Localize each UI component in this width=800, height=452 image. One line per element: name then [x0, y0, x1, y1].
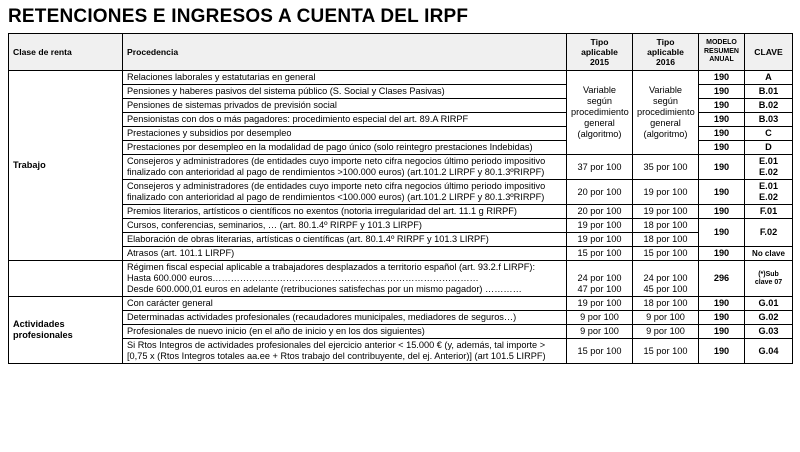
modelo-cell: 190 [699, 99, 745, 113]
procedencia-cell: Profesionales de nuevo inicio (en el año de inicio y en los dos siguientes) [123, 325, 567, 339]
table-row [9, 233, 793, 247]
clave-cell: E.01 E.02 [745, 180, 793, 205]
header-procedencia: Procedencia [123, 34, 567, 71]
clave-cell: No clave [745, 247, 793, 261]
table-row [9, 261, 793, 297]
table-row [9, 219, 793, 233]
header-clase: Clase de renta [9, 34, 123, 71]
table-row [9, 311, 793, 325]
tipo-2016-variable: Variable según procedimiento general (algoritmo) [633, 71, 699, 155]
procedencia-cell: Relaciones laborales y estatutarias en general [123, 71, 567, 85]
tipo-2015-cell: 9 por 100 [567, 325, 633, 339]
page-title: RETENCIONES E INGRESOS A CUENTA DEL IRPF [8, 6, 469, 27]
tipo-2015-cell: 15 por 100 [567, 247, 633, 261]
clase-actividades: Actividades profesionales [9, 297, 123, 364]
header-modelo: MODELO RESUMEN ANUAL [699, 34, 745, 71]
irpf-table-wrapper [8, 33, 792, 364]
modelo-cell: 190 [699, 297, 745, 311]
tipo-value: 47 por 100 [577, 284, 622, 294]
procedencia-cell: Cursos, conferencias, seminarios, … (art. 80.1.4º RIRPF y 101.3 LIRPF) [123, 219, 567, 233]
modelo-cell: 190 [699, 155, 745, 180]
procedencia-cell: Pensionistas con dos o más pagadores: procedimiento especial del art. 89.A RIRPF [123, 113, 567, 127]
header-row [9, 34, 793, 71]
procedencia-cell: Determinadas actividades profesionales (recaudadores municipales, mediadores de seguros…) [123, 311, 567, 325]
procedencia-cell: Si Rtos Integros de actividades profesionales del ejercicio anterior < 15.000 € (y, además, tal importe > [0,75 x (Rtos Integros totales aa.ee + Rtos trabajo del contribuyente, del ej. Anterior)] (art 101.5 LIRPF) [123, 339, 567, 364]
procedencia-cell: Premios literarios, artísticos o científicos no exentos (notoria irregularidad del art. 11.1 g RIRPF) [123, 205, 567, 219]
modelo-cell: 190 [699, 85, 745, 99]
modelo-cell: 296 [699, 261, 745, 297]
procedencia-line: Régimen fiscal especial aplicable a trabajadores desplazados a territorio español (art. 93.2.f LIRPF): [127, 262, 536, 272]
clave-cell: B.01 [745, 85, 793, 99]
tipo-2016-cell: 15 por 100 [633, 247, 699, 261]
procedencia-cell: Pensiones de sistemas privados de previsión social [123, 99, 567, 113]
tipo-2016-cell: 18 por 100 [633, 297, 699, 311]
clave-cell: A [745, 71, 793, 85]
tipo-2015-cell: 37 por 100 [567, 155, 633, 180]
modelo-cell: 190 [699, 113, 745, 127]
table-row [9, 180, 793, 205]
tipo-2015-cell: 15 por 100 [567, 339, 633, 364]
modelo-cell: 190 [699, 325, 745, 339]
clave-cell: (*)Sub clave 07 [745, 261, 793, 297]
tipo-2015-cell: 19 por 100 [567, 297, 633, 311]
clave-cell: G.01 [745, 297, 793, 311]
tipo-2015-cell: 9 por 100 [567, 311, 633, 325]
tipo-value: 24 por 100 [643, 273, 688, 283]
procedencia-cell: Atrasos (art. 101.1 LIRPF) [123, 247, 567, 261]
clave-cell: E.01 E.02 [745, 155, 793, 180]
modelo-cell: 190 [699, 141, 745, 155]
procedencia-cell: Consejeros y administradores (de entidades cuyo importe neto cifra negocios último periodo impositivo finalizado con anterioridad al pago de rendimientos <100.000 euros) (art.101.2 LIRPF y 80.1.3ºRIRPF) [123, 180, 567, 205]
modelo-cell: 190 [699, 127, 745, 141]
modelo-cell: 190 [699, 180, 745, 205]
modelo-cell: 190 [699, 311, 745, 325]
tipo-2016-cell: 19 por 100 [633, 180, 699, 205]
irpf-table [8, 33, 793, 364]
tipo-2016-cell: 18 por 100 [633, 219, 699, 233]
tipo-2015-cell: 19 por 100 [567, 219, 633, 233]
header-tipo-2015: Tipo aplicable 2015 [567, 34, 633, 71]
table-row [9, 297, 793, 311]
tipo-2015-cell: 20 por 100 [567, 205, 633, 219]
tipo-2016-cell: 35 por 100 [633, 155, 699, 180]
modelo-cell: 190 [699, 205, 745, 219]
table-row [9, 325, 793, 339]
clase-empty-cell [9, 261, 123, 297]
tipo-2015-cell [567, 261, 633, 297]
tipo-2016-cell: 18 por 100 [633, 233, 699, 247]
tipo-2016-cell: 15 por 100 [633, 339, 699, 364]
tipo-2015-variable: Variable según procedimiento general (algoritmo) [567, 71, 633, 155]
header-tipo-2016: Tipo aplicable 2016 [633, 34, 699, 71]
modelo-cell: 190 [699, 339, 745, 364]
clase-trabajo: Trabajo [9, 71, 123, 261]
header-clave: CLAVE [745, 34, 793, 71]
modelo-cell: 190 [699, 71, 745, 85]
procedencia-cell: Prestaciones y subsidios por desempleo [123, 127, 567, 141]
procedencia-cell: Con carácter general [123, 297, 567, 311]
procedencia-cell [123, 261, 567, 297]
tipo-2015-cell: 19 por 100 [567, 233, 633, 247]
clave-cell: F.02 [745, 219, 793, 247]
clave-cell: B.02 [745, 99, 793, 113]
tipo-2016-cell: 9 por 100 [633, 325, 699, 339]
tipo-2016-cell: 9 por 100 [633, 311, 699, 325]
tipo-2016-cell [633, 261, 699, 297]
clave-cell: G.02 [745, 311, 793, 325]
procedencia-cell: Elaboración de obras literarias, artísticas o científicas (art. 80.1.4º RIRPF y 101.3 LIRPF) [123, 233, 567, 247]
table-row [9, 155, 793, 180]
clave-cell: B.03 [745, 113, 793, 127]
tipo-value: 45 por 100 [643, 284, 688, 294]
procedencia-cell: Pensiones y haberes pasivos del sistema público (S. Social y Clases Pasivas) [123, 85, 567, 99]
clave-cell: G.03 [745, 325, 793, 339]
table-row [9, 205, 793, 219]
tipo-2015-cell: 20 por 100 [567, 180, 633, 205]
table-row [9, 339, 793, 364]
tipo-2016-cell: 19 por 100 [633, 205, 699, 219]
clave-cell: C [745, 127, 793, 141]
clave-cell: G.04 [745, 339, 793, 364]
clave-cell: F.01 [745, 205, 793, 219]
procedencia-cell: Prestaciones por desempleo en la modalidad de pago único (solo reintegro prestaciones Indebidas) [123, 141, 567, 155]
modelo-cell: 190 [699, 219, 745, 247]
modelo-cell: 190 [699, 247, 745, 261]
procedencia-line: Desde 600.000,01 euros en adelante (retribuciones satisfechas por un mismo pagador) ………… [127, 284, 522, 294]
table-row [9, 71, 793, 85]
tipo-value: 24 por 100 [577, 273, 622, 283]
procedencia-cell: Consejeros y administradores (de entidades cuyo importe neto cifra negocios último periodo impositivo finalizado con anterioridad al pago de rendimientos >100.000 euros) (art.101.2 LIRPF y 80.1.3ºRIRPF) [123, 155, 567, 180]
procedencia-line: Hasta 600.000 euros…………………………………………………………………………… [127, 273, 479, 283]
clave-cell: D [745, 141, 793, 155]
table-row [9, 247, 793, 261]
